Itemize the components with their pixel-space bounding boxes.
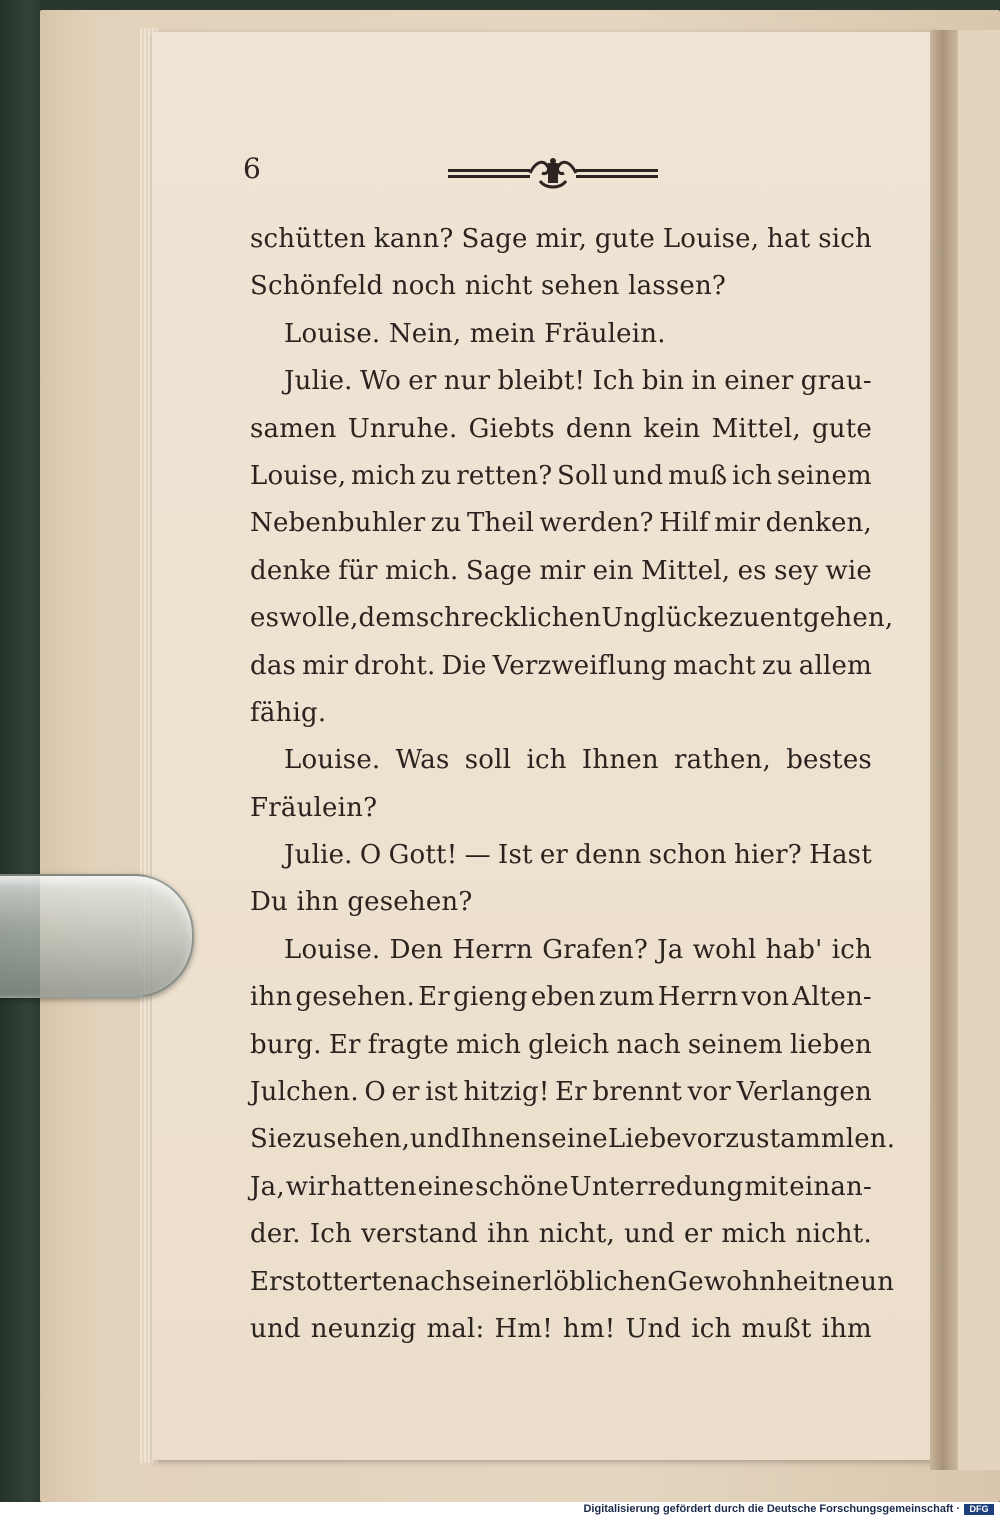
page-number: 6 — [243, 152, 261, 185]
text-line: Sie zu sehen, und Ihnen seine Liebe vorzustammlen. — [250, 1124, 896, 1155]
page-holder-clip — [0, 874, 194, 998]
text-line: Louise. Nein, mein Fräulein. — [284, 318, 666, 349]
text-line: schütten kann? Sage mir, gute Louise, hat sich — [250, 224, 872, 254]
text-line: denke für mich. Sage mir ein Mittel, es sey wie — [250, 555, 872, 586]
header-ornament — [448, 155, 658, 191]
footer-credit: Digitalisierung gefördert durch die Deutsche Forschungsgemeinschaft · — [583, 1503, 960, 1515]
text-line: Er stotterte nach seiner löblichen Gewohnheit neun — [250, 1266, 895, 1297]
text-line: Louise, mich zu retten? Soll und muß ich seinem — [250, 460, 872, 491]
text-line: Julie. O Gott! — Ist er denn schon hier? Hast — [284, 840, 872, 871]
text-line: Nebenbuhler zu Theil werden? Hilf mir denken, — [250, 508, 872, 539]
text-line: der. Ich verstand ihn nicht, und er mich nicht. — [250, 1219, 872, 1250]
text-line: Louise. Was soll ich Ihnen rathen, bestes — [284, 745, 872, 776]
text-line: und neunzig mal: Hm! hm! Und ich mußt ihm — [250, 1313, 872, 1344]
text-line: Julie. Wo er nur bleibt! Ich bin in einer grau- — [284, 366, 872, 397]
text-line: samen Unruhe. Giebts denn kein Mittel, gute — [250, 413, 872, 444]
dfg-logo: DFG — [964, 1504, 994, 1515]
text-line: fähig. — [250, 697, 327, 728]
text-line: das mir droht. Die Verzweiflung macht zu allem — [250, 650, 872, 681]
text-line: ihn gesehen. Er gieng eben zum Herrn von Alten- — [250, 982, 872, 1013]
text-line: Schönfeld noch nicht sehen lassen? — [250, 271, 727, 302]
footer-bar — [0, 1502, 1000, 1517]
text-line: Ja, wir hatten eine schöne Unterredung mit einan- — [250, 1171, 872, 1202]
text-line: Julchen. O er ist hitzig! Er brennt vor Verlangen — [250, 1077, 872, 1108]
page-gutter — [930, 30, 958, 1470]
facing-page-edge — [958, 30, 1000, 1470]
text-line: Louise. Den Herrn Grafen? Ja wohl hab' ich — [284, 934, 872, 965]
text-line: Fräulein? — [250, 792, 378, 823]
text-line: es wolle, dem schrecklichen Unglücke zu entgehen, — [250, 603, 894, 634]
text-line: burg. Er fragte mich gleich nach seinem lieben — [250, 1029, 872, 1060]
body-text — [250, 216, 896, 1353]
text-line: Du ihn gesehen? — [250, 887, 473, 918]
